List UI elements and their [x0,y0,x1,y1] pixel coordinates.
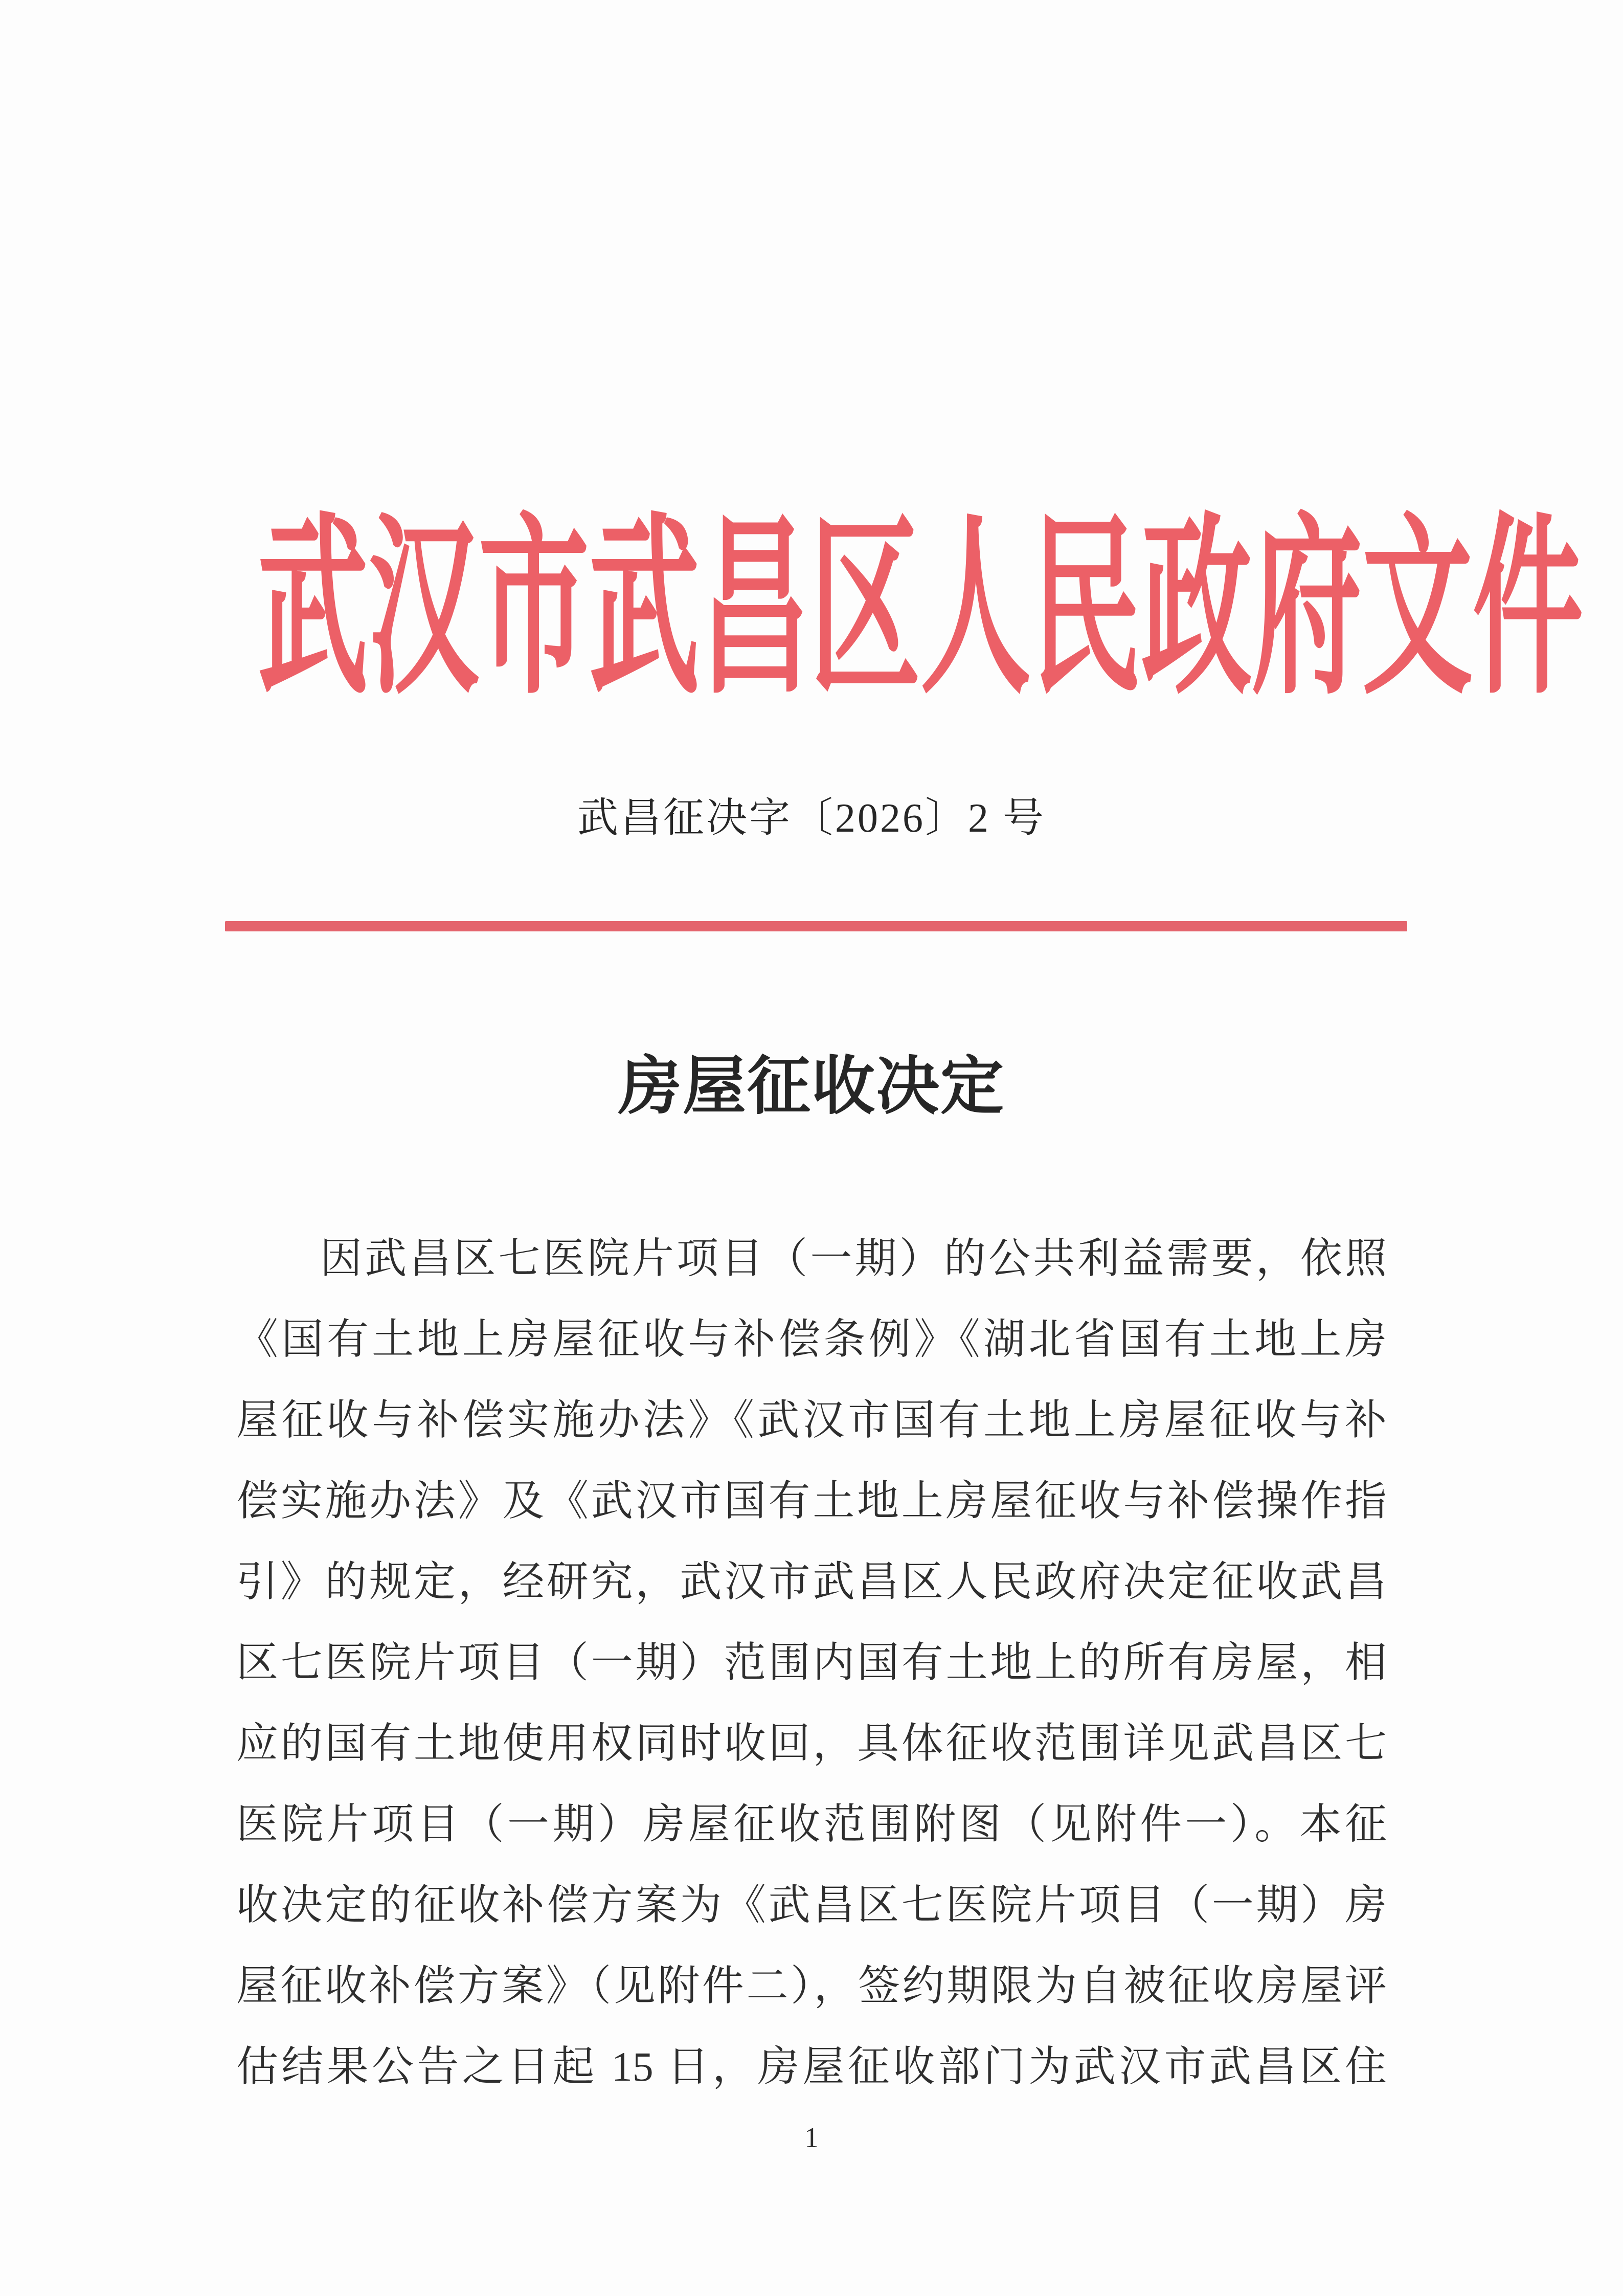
banner-title: 武汉市武昌区人民政府文件 [258,502,1583,717]
red-divider-rule [225,921,1407,931]
body-line: 应的国有土地使用权同时收回，具体征收范围详见武昌区七 [236,1720,1387,1767]
body-line: 估结果公告之日起 15 日，房屋征收部门为武汉市武昌区住 [236,2043,1387,2090]
body-line: 医院片项目（一期）房屋征收范围附图（见附件一）。本征 [236,1801,1387,1847]
document-title: 房屋征收决定 [618,1052,1005,1122]
body-line: 因武昌区七医院片项目（一期）的公共利益需要，依照 [320,1235,1387,1282]
body-line: 收决定的征收补偿方案为《武昌区七医院片项目（一期）房 [236,1882,1387,1928]
body-line: 引》的规定，经研究，武汉市武昌区人民政府决定征收武昌 [236,1558,1387,1605]
document-number: 武昌征决字〔2026〕2 号 [577,796,1046,841]
body-line: 偿实施办法》及《武汉市国有土地上房屋征收与补偿操作指 [236,1478,1387,1524]
body-line: 区七医院片项目（一期）范围内国有土地上的所有房屋，相 [236,1639,1387,1686]
body-line: 《国有土地上房屋征收与补偿条例》《湖北省国有土地上房 [236,1316,1387,1363]
body-paragraph [236,1218,1387,2107]
body-line: 屋征收与补偿实施办法》《武汉市国有土地上房屋征收与补 [236,1397,1387,1443]
body-line: 屋征收补偿方案》（见附件二），签约期限为自被征收房屋评 [236,1963,1387,2009]
page-number: 1 [804,2122,819,2154]
government-banner [0,492,1623,727]
